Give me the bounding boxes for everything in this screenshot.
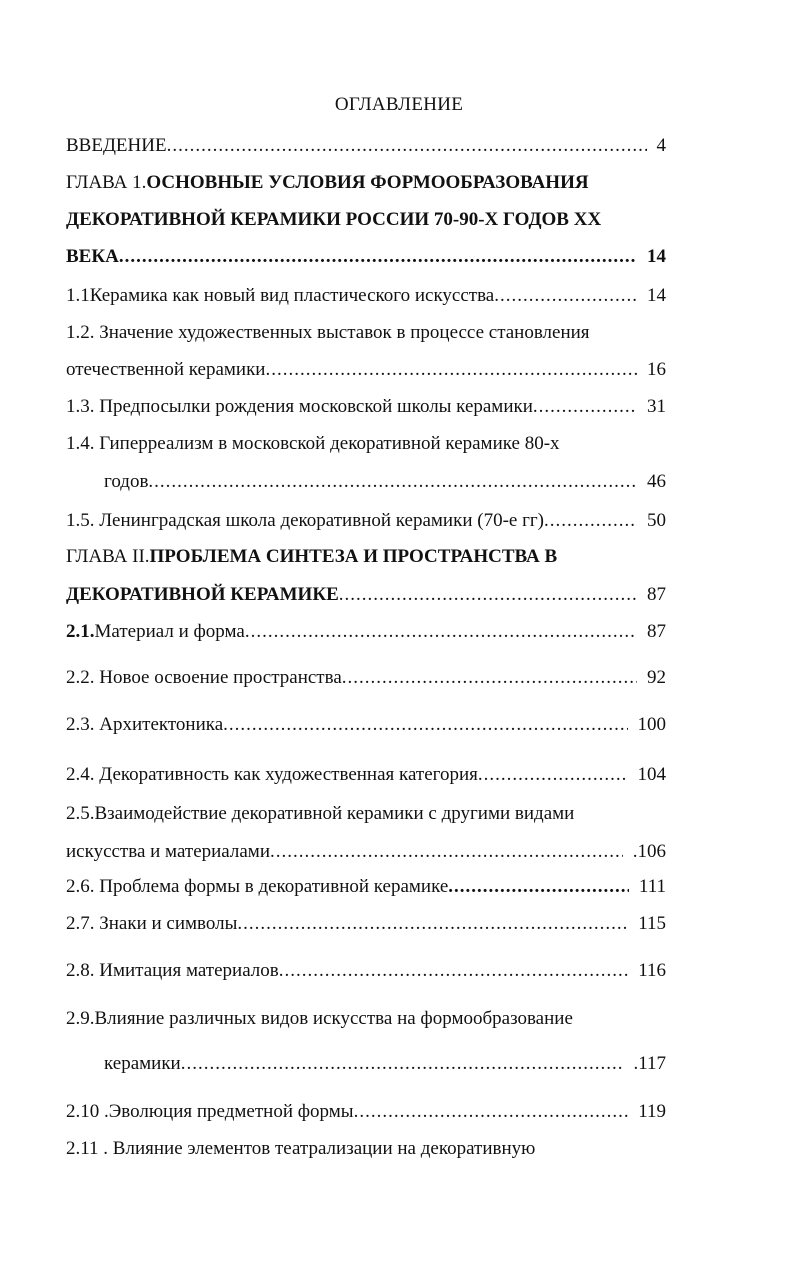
- leader-dots: [448, 876, 629, 898]
- toc-page-number: 104: [637, 764, 666, 785]
- toc-page-number: 100: [637, 714, 666, 735]
- toc-page-number: 46: [647, 471, 666, 492]
- leader-dots: [223, 714, 627, 736]
- toc-entry: [66, 584, 666, 612]
- toc-entry: [66, 135, 666, 163]
- toc-page-number: 87: [647, 621, 666, 642]
- toc-entry: [66, 322, 666, 350]
- leader-dots: [270, 841, 623, 863]
- leader-dots: [245, 621, 637, 643]
- page-title: ОГЛАВЛЕНИЕ: [334, 94, 464, 115]
- section-number: 2.1.: [66, 621, 95, 642]
- toc-entry: [66, 396, 666, 424]
- leader-dots: [119, 246, 637, 268]
- toc-page-number: 116: [638, 960, 666, 981]
- toc-chapter-heading: [66, 546, 666, 574]
- toc-entry: [66, 714, 666, 742]
- toc-entry-text: Материал и форма: [94, 621, 245, 642]
- toc-chapter-heading-cont: [66, 209, 666, 237]
- toc-entry: [104, 1053, 666, 1081]
- toc-entry-text: 2.5.Взаимодействие декоративной керамики с другими видами: [66, 803, 575, 824]
- toc-entry: [66, 764, 666, 792]
- leader-dots: [339, 584, 637, 606]
- leader-dots: [544, 510, 637, 532]
- toc-entry: [66, 433, 666, 461]
- toc-page-number: .117: [633, 1053, 666, 1074]
- toc-entry-text: искусства и материалами: [66, 841, 270, 862]
- toc-entry: [66, 667, 666, 695]
- leader-dots: [167, 135, 647, 157]
- toc-entry: [66, 246, 666, 274]
- toc-entry: [66, 1101, 666, 1129]
- toc-entry-text: ДЕКОРАТИВНОЙ КЕРАМИКЕ: [66, 584, 339, 605]
- toc-page-number: 115: [638, 913, 666, 934]
- toc-entry-text: 2.10 .Эволюция предметной формы: [66, 1101, 354, 1122]
- toc-page-number: 87: [647, 584, 666, 605]
- toc-entry-text: 2.3. Архитектоника: [66, 714, 224, 735]
- toc-entry-text: ДЕКОРАТИВНОЙ КЕРАМИКИ РОССИИ 70-90-Х ГОДОВ XX: [66, 209, 602, 230]
- toc-entry-text: ВЕКА: [66, 246, 119, 267]
- toc-page-number: 31: [647, 396, 666, 417]
- toc-entry-text: годов: [104, 471, 149, 492]
- chapter-prefix: ГЛАВА 1.: [66, 172, 147, 193]
- toc-entry-text: ПРОБЛЕМА СИНТЕЗА И ПРОСТРАНСТВА В: [149, 546, 558, 567]
- toc-entry: [66, 803, 666, 831]
- toc-page-number: 119: [638, 1101, 666, 1122]
- toc-entry: [66, 1138, 666, 1166]
- toc-entry-text: ВВЕДЕНИЕ: [66, 135, 167, 156]
- toc-page-number: 16: [647, 359, 666, 380]
- toc-entry: [66, 285, 666, 313]
- toc-entry: [66, 913, 666, 941]
- toc-chapter-heading: [66, 172, 666, 200]
- toc-entry-text: 1.3. Предпосылки рождения московской школы керамики: [66, 396, 533, 417]
- toc-entry-text: 1.2. Значение художественных выставок в процессе становления: [66, 322, 590, 343]
- toc-entry-text: 1.4. Гиперреализм в московской декоративной керамике 80-х: [66, 433, 560, 454]
- toc-entry-text: 2.4. Декоративность как художественная категория: [66, 764, 478, 785]
- leader-dots: [494, 285, 637, 307]
- toc-entry: [66, 1008, 666, 1036]
- leader-dots: [354, 1101, 629, 1123]
- leader-dots: [265, 359, 637, 381]
- toc-entry-text: отечественной керамики: [66, 359, 266, 380]
- toc-entry-text: 1.5. Ленинградская школа декоративной керамики (70-е гг): [66, 510, 544, 531]
- toc-entry: [66, 359, 666, 387]
- toc-entry-text: 1.1Керамика как новый вид пластического искусства: [66, 285, 495, 306]
- leader-dots: [237, 913, 628, 935]
- toc-page-number: 4: [656, 135, 666, 156]
- leader-dots: [533, 396, 637, 418]
- toc-page-number: 14: [647, 246, 666, 267]
- toc-entry-text: 2.11 . Влияние элементов театрализации на декоративную: [66, 1138, 536, 1159]
- toc-entry: [66, 841, 666, 869]
- toc-page-number: 50: [647, 510, 666, 531]
- toc-entry: [104, 471, 666, 499]
- toc-entry-text: 2.7. Знаки и символы: [66, 913, 238, 934]
- toc-entry-text: ОСНОВНЫЕ УСЛОВИЯ ФОРМООБРАЗОВАНИЯ: [146, 172, 589, 193]
- toc-entry-text: керамики: [104, 1053, 181, 1074]
- toc-entry: [66, 621, 666, 649]
- toc-page-number: 14: [647, 285, 666, 306]
- leader-dots: [279, 960, 628, 982]
- toc-entry: [66, 876, 666, 904]
- leader-dots: [342, 667, 637, 689]
- leader-dots: [181, 1053, 624, 1075]
- chapter-prefix: ГЛАВА II.: [66, 546, 150, 567]
- toc-page-number: 92: [647, 667, 666, 688]
- toc-entry-text: 2.6. Проблема формы в декоративной керамике: [66, 876, 449, 897]
- toc-entry-text: 2.9.Влияние различных видов искусства на формообразование: [66, 1008, 573, 1029]
- toc-page-number: .106: [632, 841, 666, 862]
- toc-entry-text: 2.8. Имитация материалов: [66, 960, 279, 981]
- toc-page-number: 111: [638, 876, 666, 897]
- toc-entry: [66, 960, 666, 988]
- toc-entry-text: 2.2. Новое освоение пространства: [66, 667, 342, 688]
- leader-dots: [148, 471, 637, 493]
- leader-dots: [478, 764, 628, 786]
- toc-entry: [66, 510, 666, 538]
